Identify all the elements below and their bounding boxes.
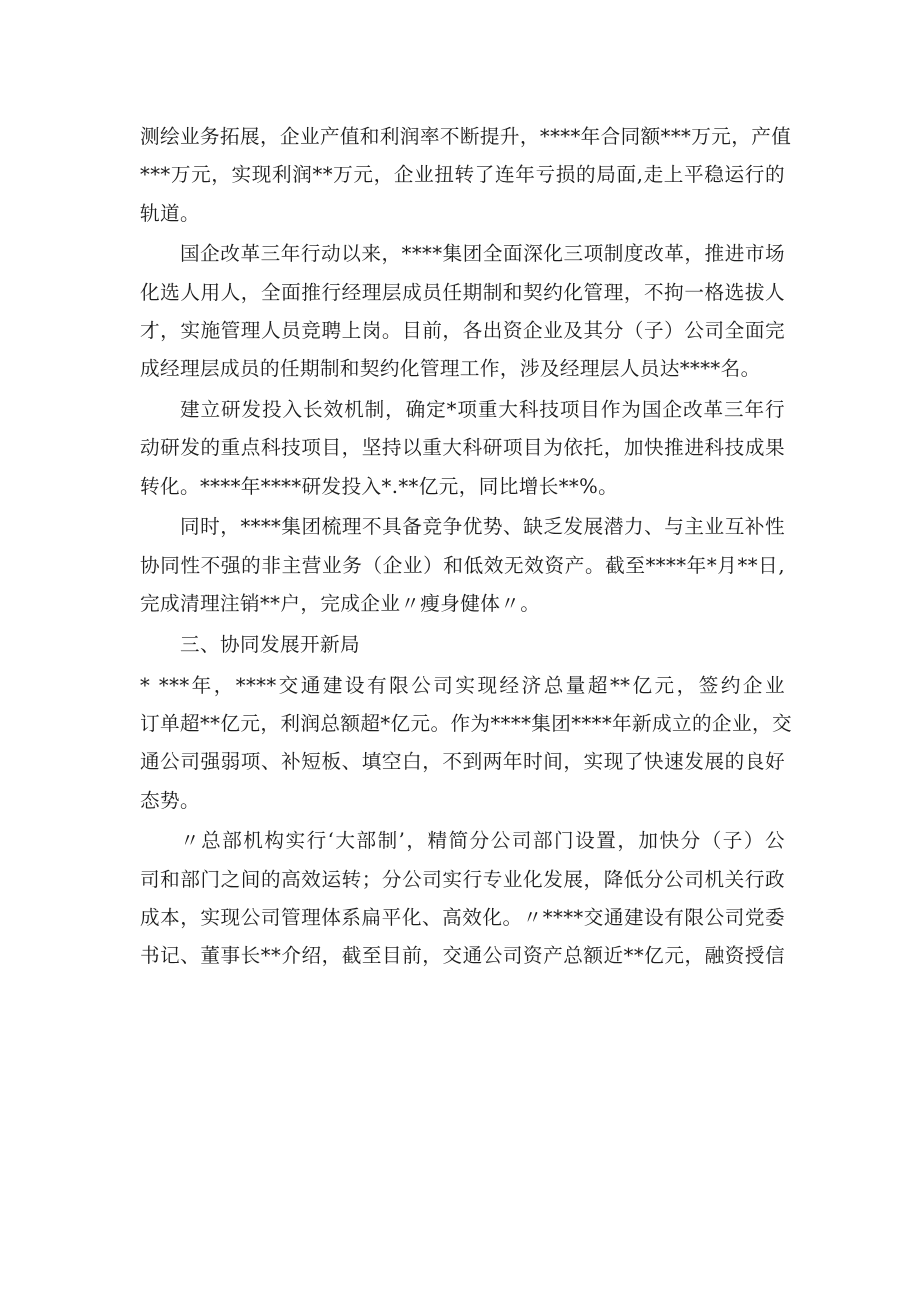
paragraph-rnd-investment (140, 391, 785, 506)
text-line: 转化。****年****研发投入*.**亿元，同比增长**%。 (140, 474, 619, 498)
text-line: 动研发的重点科技项目，坚持以重大科研项目为依托，加快推进科技成果 (140, 436, 785, 460)
paragraph-transport-company-results (140, 667, 792, 820)
text-line: ***万元，实现利润**万元，企业扭转了连年亏损的局面,走上平稳运行的 (140, 163, 785, 187)
text-line: 轨道。 (140, 201, 200, 225)
text-line: 同时，****集团梳理不具备竞争优势、缺乏发展潜力、与主业互补性 (180, 515, 785, 539)
paragraph-non-core-cleanup (140, 508, 785, 623)
text-line: 完成清理注销**户，完成企业〃瘦身健体〃。 (140, 592, 541, 616)
text-line: 成本，实现公司管理体系扁平化、高效化。〃****交通建设有限公司党委 (140, 905, 785, 929)
document-page (140, 118, 792, 976)
text-line: 测绘业务拓展，企业产值和利润率不断提升，****年合同额***万元，产值 (140, 125, 792, 148)
text-line: 通公司强弱项、补短板、填空白，不到两年时间，实现了快速发展的良好 (140, 750, 785, 774)
paragraph-production-profit (140, 118, 792, 233)
text-line: 书记、董事长**介绍，截至目前，交通公司资产总额近**亿元，融资授信 (140, 944, 785, 968)
text-line: 协同性不强的非主营业务（企业）和低效无效资产。截至****年*月**日, (140, 553, 785, 577)
text-line: 订单超**亿元，利润总额超*亿元。作为****集团****年新成立的企业，交 (140, 711, 792, 735)
text-line: 建立研发投入长效机制，确定*项重大科技项目作为国企改革三年行 (180, 398, 785, 422)
text-line: 〃总部机构实行‘大部制’，精简分公司部门设置，加快分（子）公 (180, 829, 785, 853)
text-line: 才，实施管理人员竞聘上岗。目前，各出资企业及其分（子）公司全面完 (140, 318, 785, 342)
text-line: 化选人用人，全面推行经理层成员任期制和契约化管理，不拘一格选拔人 (140, 280, 785, 304)
section-heading (140, 626, 785, 664)
text-line: 司和部门之间的高效运转；分公司实行专业化发展，降低分公司机关行政 (140, 867, 785, 891)
text-line: * ***年，****交通建设有限公司实现经济总量超**亿元，签约企业 (140, 673, 785, 697)
text-line: 国企改革三年行动以来，****集团全面深化三项制度改革，推进市场 (180, 242, 785, 266)
paragraph-three-system-reform (140, 235, 785, 388)
paragraph-headquarters-reform-quote (140, 822, 785, 975)
text-line: 成经理层成员的任期制和契约化管理工作，涉及经理层人员达****名。 (140, 357, 761, 381)
section-heading-text: 三、协同发展开新局 (180, 632, 360, 656)
text-line: 态势。 (140, 788, 200, 812)
